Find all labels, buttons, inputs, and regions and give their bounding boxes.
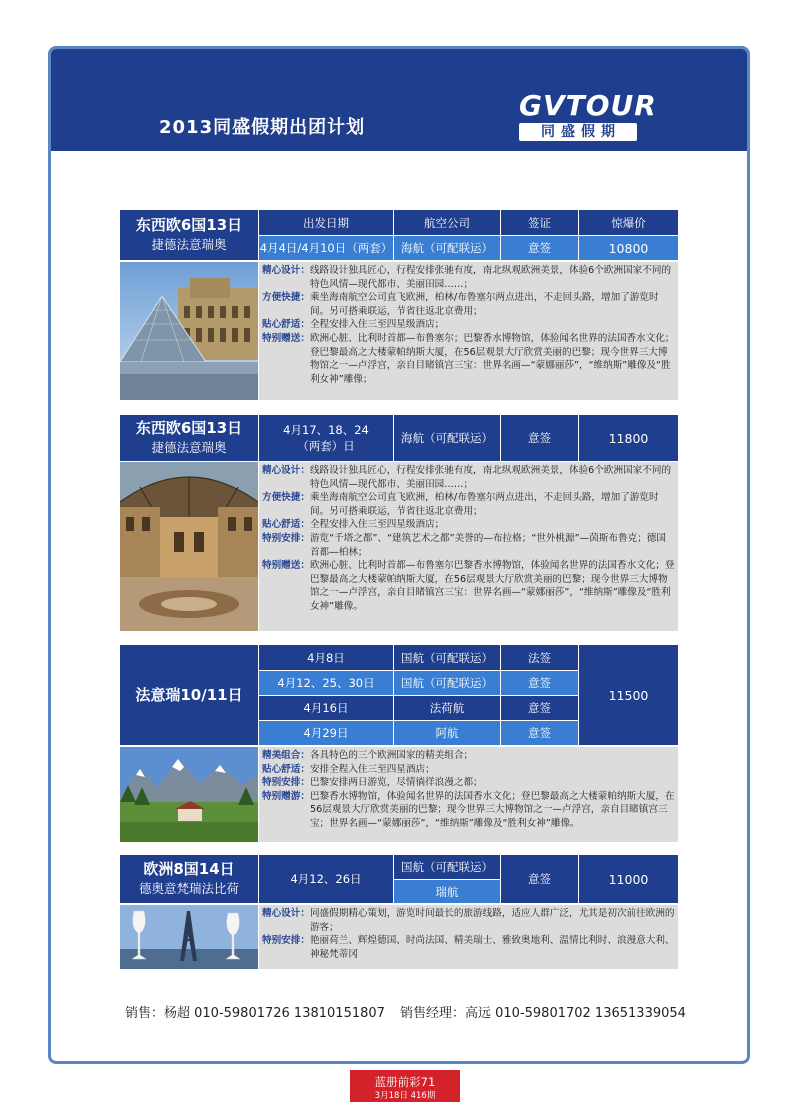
departure-date: 4月12、25、30日 xyxy=(258,670,393,695)
departure-date: 4月8日 xyxy=(258,645,393,670)
tour-title-cell xyxy=(120,855,258,903)
detail-label: 贴心舒适： xyxy=(262,763,310,775)
tour-title-cell xyxy=(120,645,258,745)
tour-details xyxy=(259,462,678,631)
detail-line xyxy=(262,763,675,777)
tour-title-cell xyxy=(120,415,258,461)
airline: 国航（可配联运） xyxy=(393,670,500,695)
col-header-price: 惊爆价 xyxy=(578,210,678,235)
visa: 意签 xyxy=(500,415,578,461)
airline: 法荷航 xyxy=(393,695,500,720)
detail-text: 艳丽荷兰、辉煌德国、时尚法国、精美瑞士、雅致奥地利、温情比利时、浪漫意大利、神秘梵蒂冈 xyxy=(309,935,675,960)
detail-label: 贴心舒适： xyxy=(262,519,310,531)
tour-countries: 德奥意梵瑞法比荷 xyxy=(138,881,239,896)
visa: 意签 xyxy=(500,695,578,720)
detail-label: 精心设计： xyxy=(262,265,310,276)
detail-label: 精心设计： xyxy=(262,465,310,476)
issue-date-label: 3月18日 416期 xyxy=(374,1091,436,1101)
louvre-pyramid-photo xyxy=(120,262,258,400)
detail-line xyxy=(262,776,675,790)
tour-details xyxy=(259,747,678,842)
detail-text: 全程安排入住三至四星级酒店； xyxy=(309,519,445,531)
tour-name: 欧洲8国14日 xyxy=(143,860,235,878)
detail-text: 线路设计独具匠心，行程安排张驰有度，南北纵观欧洲美景，体验6个欧洲国家不同的特色风情—现代都市、美丽田园……； xyxy=(309,265,672,290)
detail-text: 欧洲心脏、比利时首都—布鲁塞尔巴黎香水博物馆，体验闻名世界的法国香水文化；登巴黎最高之大楼蒙帕纳斯大厦，在56层观景大厅欣赏美丽的巴黎；现今世界三大博物馆之一—卢浮宫，亲自目睹镇宫三宝：世界名画—“蒙娜丽莎”，“维纳斯”雕像及“胜利女神”雕像。 xyxy=(309,560,675,612)
milan-gallery-photo xyxy=(120,462,258,631)
tour-name: 东西欧6国13日 xyxy=(135,216,243,234)
alps-village-photo xyxy=(120,747,258,842)
col-header-visa: 签证 xyxy=(500,210,578,235)
eiffel-champagne-photo xyxy=(120,905,258,969)
gvtour-logo xyxy=(519,89,657,141)
detail-line xyxy=(262,934,675,961)
detail-label: 特别赠游： xyxy=(262,790,310,802)
detail-label: 贴心舒适： xyxy=(262,319,310,331)
detail-label: 特别赠送： xyxy=(262,560,310,572)
detail-text: 乘坐海南航空公司直飞欧洲，柏林/布鲁塞尔两点进出，不走回头路，增加了游览时间。另可搭乘联运，节省往返北京费用； xyxy=(309,292,659,317)
detail-text: 线路设计独具匠心，行程安排张驰有度，南北纵观欧洲美景，体验6个欧洲国家不同的特色风情—现代都市、美丽田园……； xyxy=(309,465,672,490)
airline: 瑞航 xyxy=(393,879,500,903)
detail-text: 乘坐海南航空公司直飞欧洲，柏林/布鲁塞尔两点进出，不走回头路，增加了游览时间。另可搭乘联运，节省往返北京费用； xyxy=(309,492,659,517)
airline: 阿航 xyxy=(393,720,500,745)
visa: 意签 xyxy=(500,855,578,903)
departure-date: 4月29日 xyxy=(258,720,393,745)
tour-title-cell xyxy=(120,210,258,260)
visa: 法签 xyxy=(500,645,578,670)
detail-line xyxy=(262,907,675,934)
price: 10800 xyxy=(578,235,678,260)
col-header-airline: 航空公司 xyxy=(393,210,500,235)
detail-line xyxy=(262,491,675,518)
tour-block-2 xyxy=(120,415,678,631)
price: 11500 xyxy=(578,645,678,745)
visa: 意签 xyxy=(500,720,578,745)
departure-date: 4月16日 xyxy=(258,695,393,720)
detail-line xyxy=(262,532,675,559)
detail-line xyxy=(262,332,675,386)
departure-date: 4月17、18、24（两套）日 xyxy=(258,415,393,461)
detail-label: 特别安排： xyxy=(262,532,310,544)
detail-label: 方便快捷： xyxy=(262,292,310,304)
detail-text: 安排全程入住三至四星酒店； xyxy=(309,763,435,775)
airline: 国航（可配联运） xyxy=(393,855,500,879)
tour-details xyxy=(259,262,678,400)
col-header-date: 出发日期 xyxy=(258,210,393,235)
detail-text: 巴黎香水博物馆，体验闻名世界的法国香水文化；登巴黎最高之大楼蒙帕纳斯大厦，在56层观景大厅欣赏美丽的巴黎；现今世界三大博物馆之一—卢浮宫，亲自目睹镇宫三宝；世界名画—“蒙娜丽莎”，“维纳斯”雕像及“胜利女神”雕像。 xyxy=(309,790,675,829)
logo-wordmark: GVTOUR xyxy=(519,89,657,122)
tour-details xyxy=(259,905,678,969)
detail-text: 全程安排入住三至四星级酒店； xyxy=(309,319,445,331)
detail-text: 游览“千塔之都”、“建筑艺术之都”美誉的—布拉格；“世外桃源”—茵斯布鲁克；德国首都—柏林； xyxy=(309,532,666,558)
detail-text: 巴黎安排两日游览，尽情徜徉浪漫之都； xyxy=(309,777,483,789)
tour-countries: 捷德法意瑞奥 xyxy=(151,440,227,455)
detail-line xyxy=(262,790,675,831)
airline: 海航（可配联运） xyxy=(393,415,500,461)
tour-block-4 xyxy=(120,855,678,969)
sales-manager-contact: 销售经理：高远 010-59801702 13651339054 xyxy=(400,1006,686,1021)
airline: 国航（可配联运） xyxy=(393,645,500,670)
price: 11000 xyxy=(578,855,678,903)
detail-label: 特别安排： xyxy=(262,935,310,947)
detail-line xyxy=(262,518,675,532)
detail-label: 方便快捷： xyxy=(262,492,310,504)
departure-date: 4月12、26日 xyxy=(258,855,393,903)
page-header xyxy=(51,49,747,151)
detail-line xyxy=(262,464,675,491)
tour-block-1 xyxy=(120,210,678,400)
tour-name: 东西欧6国13日 xyxy=(135,419,243,437)
issue-page-label: 蓝册前彩71 xyxy=(374,1075,436,1089)
detail-line xyxy=(262,749,675,763)
visa: 意签 xyxy=(500,235,578,260)
detail-line xyxy=(262,318,675,332)
sales-contact: 销售：杨超 010-59801726 13810151807 xyxy=(125,1006,385,1021)
airline: 海航（可配联运） xyxy=(393,235,500,260)
issue-tag xyxy=(350,1070,460,1102)
visa: 意签 xyxy=(500,670,578,695)
tour-countries: 捷德法意瑞奥 xyxy=(151,237,227,252)
tour-block-3 xyxy=(120,645,678,842)
detail-label: 特别安排： xyxy=(262,777,310,789)
detail-line xyxy=(262,291,675,318)
tour-name: 法意瑞10/11日 xyxy=(135,686,243,704)
detail-line xyxy=(262,264,675,291)
price: 11800 xyxy=(578,415,678,461)
detail-label: 精美组合： xyxy=(262,750,310,761)
detail-label: 特别赠送： xyxy=(262,332,310,344)
detail-text: 各具特色的三个欧洲国家的精美组合； xyxy=(309,750,474,761)
detail-line xyxy=(262,559,675,613)
departure-date: 4月4日/4月10日（两套） xyxy=(258,235,393,260)
detail-text: 欧洲心脏、比利时首都—布鲁塞尔；巴黎香水博物馆，体验闻名世界的法国香水文化；登巴黎最高之大楼蒙帕纳斯大厦，在56层观景大厅欣赏美丽的巴黎；现今世界三大博物馆之一—卢浮宫，亲自目睹镇宫三宝：世界名画—“蒙娜丽莎”，“维纳斯”雕像及“胜利女神”雕像； xyxy=(309,332,675,385)
logo-chinese-name: 同盛假期 xyxy=(519,123,637,141)
detail-label: 精心设计： xyxy=(262,908,310,919)
detail-text: 同盛假期精心策划，游览时间最长的旅游线路，适应人群广泛，尤其是初次前往欧洲的游客； xyxy=(309,908,675,933)
page-title: 2013同盛假期出团计划 xyxy=(159,117,366,138)
